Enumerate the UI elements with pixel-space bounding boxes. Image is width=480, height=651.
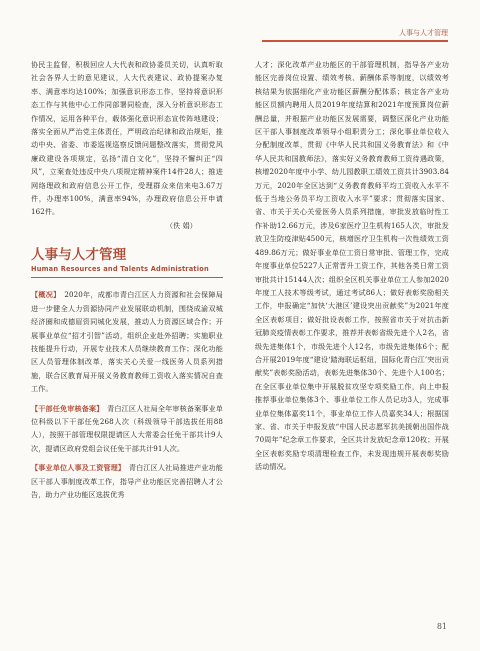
- section-rule: [31, 277, 223, 278]
- author-byline: （佚 娟）: [165, 220, 197, 230]
- overview-text: 2020年，成都市青白江区人力资源和社会保障局进一步健全人力资源协同产业发展联动机制，围绕成渝双城经济圈和成德眉资同城化发展，推动人力资源区域合作；开展事业单位“招才引智”活动，组织企业赴外招聘；实施职业技能提升行动，开展专业技术人员继续教育工作；深化功能区人员管理体制改革，落实关心关爱一线医务人员系列措施，联合区教育局开展义务教育教师工资收入落实情况自查工作。: [31, 290, 223, 394]
- salary-paragraph: [31, 461, 223, 501]
- right-paragraph-1: 人才；深化改革产业功能区的干部管理机制，指导各产业功能区完善岗位设置、绩效考核、薪酬体系等制度，以绩效考核结果为依据细化产业功能区薪酬分配体系；核定各产业功能区员额内聘用人员2019年度结算和2021年度预算岗位薪酬总量，并根据产业功能区发展需要，调整区深化产业功能区干部人事制度改革领导小组职责分工；深化事业单位收入分配制度改革，贯彻《中华人民共和国义务教育法》和《中华人民共和国教师法》，落实好义务教育教师工资待遇政策，核增2020年度中小学、幼儿园教职工绩效工资共计3903.84万元，2020年全区达到“义务教育教师平均工资收入水平不低于当地公务员平均工资收入水平”要求；贯彻落实国家、省、市关于关心关爱医务人员系列措施，审批发放临时性工作补助12.66万元，涉及6家医疗卫生机构165人次，审批发放卫生防疫津贴4500元，核增医疗卫生机构一次性绩效工资489.86万元；做好事业单位工资日常审批、管理工作，完成年度事业单位5227人正常晋升工资工作，其他各类日常工资审批共计15144人次；组织全区机关事业单位工人参加2020年度工人技术等级考试，通过考试86人；做好表彰奖励相关工作，申报确定“加快‘大港区’建设突出贡献奖”为2021年度全区表彰项目；做好批设表彰工作，按照省市关于对抗击新冠肺炎疫情表彰工作要求，推荐并表彰省级先进个人2名，省级先进集体1个，市级先进个人12名，市级先进集体6个；配合开展2019年度“建设‘踏海联运枢纽，国际化青白江’突出贡献奖”表彰奖励活动，表彰先进集体30个、先进个人100名；在全区事业单位集中开展脱贫攻坚专项奖励工作，向上申报推荐事业单位集体3个、事业单位工作人员记功3人，完成事业单位集体嘉奖11个，事业单位工作人员嘉奖34人；根据国家、省、市关于申报发放“中国人民志愿军抗美援朝出国作战70周年”纪念章工作要求，全区共计发放纪念章120枚；开展全区表彰奖励专项清理检查工作，未发现违规开展表彰奖励活动情况。: [255, 60, 449, 472]
- cadre-tag: 【干部任免审核备案】: [31, 403, 100, 413]
- overview-paragraph: [31, 288, 223, 395]
- section-header: [31, 246, 223, 278]
- salary-text: 青白江区人社局推进产业功能区干部人事制度改革工作，指导产业功能区完善招聘人才公告，助力产业功能区选拔优秀: [31, 463, 223, 499]
- section-subtitle: Human Resources and Talents Administration: [31, 265, 209, 274]
- cadre-paragraph: [31, 402, 223, 456]
- cadre-text: 青白江区人社局全年审核备案事业单位科级以下干部任免268人次（科级领导干部选拔任用88人），按照干部管理权限提请区人大常委会任免干部共计9人次，提请区政府党组会议任免干部共计91人次。: [31, 403, 223, 453]
- section-title: 人事与人才管理: [31, 247, 127, 264]
- header-rule: [262, 40, 448, 42]
- left-column: [31, 58, 223, 501]
- right-column: [255, 58, 449, 474]
- left-paragraph-1: 协民主监督，积极回应人大代表和政协委员关切，认真听取社会各界人士的意见建议，人大代表建议、政协提案办复率、满意率均达100%；加强意识形态工作，坚持将意识形态工作与其他中心工作同部署同检查，深入分析意识形态工作情况，运用各种平台，载体强化意识形态宣传阵地建设；落实全面从严治党主体责任，严明政治纪律和政治规矩，推动中央、省委、市委巡视巡察反馈问题整改落实，贯彻党风廉政建设各项规定，弘扬“清白文化”，坚持不懈纠正“四风”，立案查处违反中央八项规定精神案件14件28人；推进网络理政和政府信息公开工作，受理群众来信来电3.67万件，办理率100%，满意率94%，办理政府信息公开申请162件。: [31, 60, 223, 217]
- salary-tag: 【事业单位人事及工资管理】: [31, 463, 122, 473]
- page-number: 81: [436, 622, 447, 631]
- running-header: 人事与人才管理: [399, 29, 448, 37]
- overview-tag: 【概况】: [31, 290, 57, 300]
